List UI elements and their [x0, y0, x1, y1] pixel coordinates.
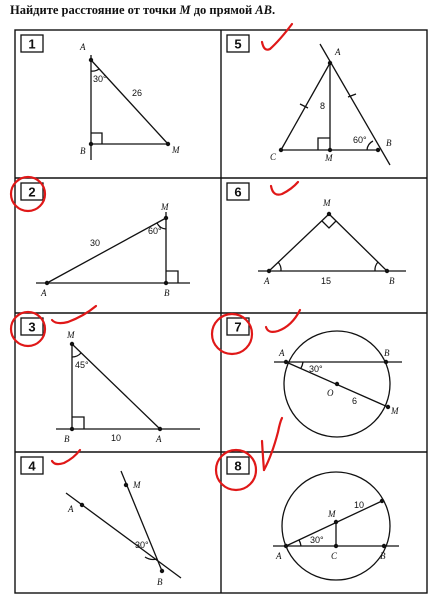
figure-2	[36, 212, 190, 283]
badge-8-label: 8	[234, 458, 242, 474]
figure-5	[281, 44, 390, 165]
point-label-C: C	[331, 551, 338, 561]
length-label: 30	[90, 238, 101, 248]
point-label-M: M	[161, 202, 169, 212]
badge-6	[227, 183, 249, 200]
length-label: 26	[132, 88, 143, 98]
point-label-B: B	[384, 348, 390, 358]
angle-label: 60°	[148, 226, 162, 236]
point-label-B: B	[64, 434, 70, 444]
point-label-B: B	[164, 288, 170, 298]
point-label-C: C	[270, 152, 277, 162]
badge-8	[227, 457, 249, 474]
title-text-3: .	[271, 3, 276, 17]
point-label-M: M	[172, 145, 180, 155]
badge-1	[21, 35, 43, 52]
points-7	[284, 360, 390, 409]
title-point: M	[179, 3, 191, 17]
point-label-A: A	[68, 504, 74, 514]
badge-5-label: 5	[234, 36, 242, 52]
angle-label: 30°	[93, 74, 107, 84]
badge-2	[21, 183, 43, 200]
red-annotations	[11, 24, 300, 490]
point-label-M: M	[328, 509, 336, 519]
length-label: 10	[354, 500, 365, 510]
point-label-A: A	[264, 276, 270, 286]
badge-1-label: 1	[28, 36, 36, 52]
badge-4-label: 4	[28, 458, 36, 474]
badge-2-label: 2	[28, 184, 36, 200]
badge-3-label: 3	[28, 319, 36, 335]
badge-5	[227, 35, 249, 52]
title-line: AB	[255, 3, 272, 17]
point-label-A: A	[156, 434, 162, 444]
red-mark-6	[271, 182, 298, 195]
point-label-B: B	[386, 138, 392, 148]
figure-1	[91, 55, 168, 160]
point-label-O: O	[327, 388, 334, 398]
point-label-A: A	[276, 551, 282, 561]
angle-label: 60°	[353, 135, 367, 145]
point-label-M: M	[325, 153, 333, 163]
badge-3	[21, 318, 43, 335]
figure-6	[258, 214, 406, 271]
angle-label: 45°	[75, 360, 89, 370]
point-label-A: A	[80, 42, 86, 52]
angle-label: 30°	[135, 540, 149, 550]
badge-4	[21, 457, 43, 474]
angle-label: 30°	[309, 364, 323, 374]
length-label: 6	[352, 396, 358, 406]
title-text-1: Найдите расстояние от точки	[10, 3, 180, 17]
figure-8	[273, 472, 399, 580]
point-label-A: A	[335, 47, 341, 57]
point-label-B: B	[380, 551, 386, 561]
length-label: 10	[111, 433, 122, 443]
red-checkmark-5	[262, 24, 292, 50]
red-stroke-8a	[262, 441, 264, 470]
figure-4	[66, 471, 181, 578]
point-label-B: B	[157, 577, 163, 587]
angle-label: 30°	[310, 535, 324, 545]
length-label: 8	[320, 101, 326, 111]
point-label-M: M	[67, 330, 75, 340]
points-6	[267, 212, 389, 273]
red-stroke-8b	[264, 418, 282, 470]
point-label-B: B	[80, 146, 86, 156]
point-label-A: A	[41, 288, 47, 298]
point-label-M: M	[391, 406, 399, 416]
badge-7-label: 7	[234, 319, 242, 335]
title-text-2: до прямой	[190, 3, 256, 17]
length-label: 15	[321, 276, 332, 286]
figure-3	[56, 344, 200, 429]
point-label-B: B	[389, 276, 395, 286]
red-mark-3	[52, 306, 96, 323]
point-label-M: M	[323, 198, 331, 208]
point-label-A: A	[279, 348, 285, 358]
point-label-M: M	[133, 480, 141, 490]
badge-6-label: 6	[234, 184, 242, 200]
